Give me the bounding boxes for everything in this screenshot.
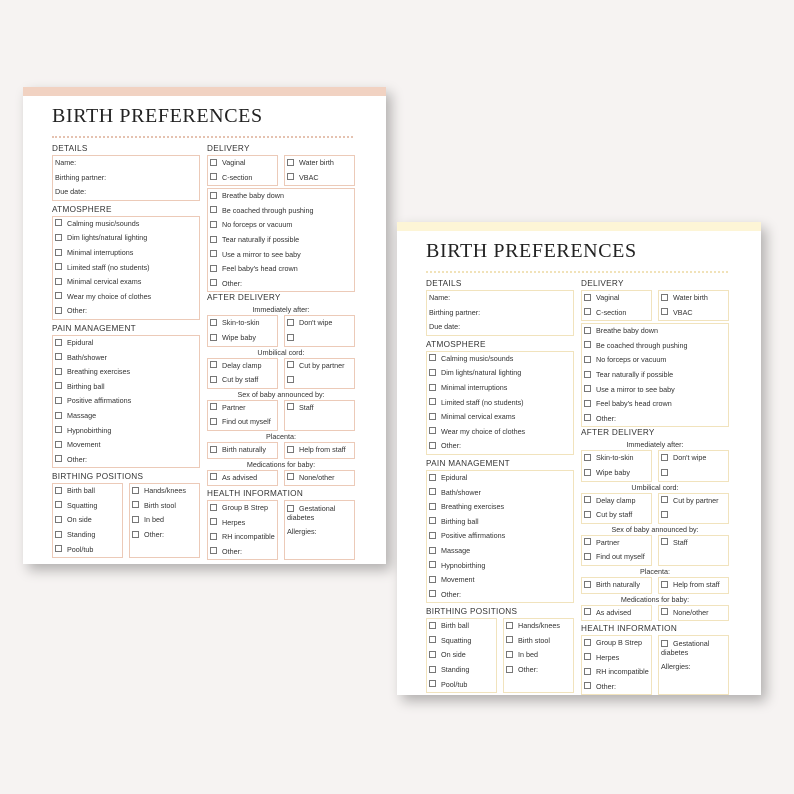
- umbilical-cord-boxes: [207, 358, 355, 389]
- atmosphere-box: [426, 351, 574, 455]
- name-field[interactable]: Name:: [55, 158, 77, 167]
- checkbox-item[interactable]: Other:: [130, 528, 199, 543]
- checkbox-item[interactable]: Movement: [427, 573, 573, 588]
- sex-announced-boxes: [581, 535, 729, 566]
- health-left: [581, 635, 652, 695]
- checkbox-item[interactable]: Other:: [582, 412, 728, 427]
- checkbox-item[interactable]: Calming music/sounds: [53, 217, 199, 232]
- due-date-field[interactable]: Due date:: [55, 187, 87, 197]
- due-date-field[interactable]: Due date:: [429, 322, 461, 332]
- positions-left-box: [52, 483, 123, 558]
- checkbox-item[interactable]: Don't wipe: [659, 451, 728, 466]
- checkbox-item[interactable]: Epidural: [427, 471, 573, 486]
- checkbox-item[interactable]: Breathing exercises: [53, 365, 199, 380]
- meds-left: [581, 605, 652, 622]
- color-band: [23, 87, 386, 96]
- delivery-type-boxes: [207, 155, 355, 186]
- checkbox-item[interactable]: Hypnobirthing: [53, 424, 199, 439]
- checkbox-item[interactable]: Massage: [427, 544, 573, 559]
- checkbox-item[interactable]: Delay clamp: [582, 494, 651, 509]
- sex-announced-boxes: [207, 400, 355, 431]
- checkbox-item[interactable]: Wear my choice of clothes: [427, 425, 573, 440]
- meds-left: [207, 470, 278, 487]
- umbilical-cord-label: Umbilical cord:: [631, 482, 679, 492]
- health-information-heading: HEALTH INFORMATION: [581, 624, 678, 634]
- checkbox-blank[interactable]: [659, 508, 728, 523]
- checkbox-item[interactable]: Birthing ball: [427, 515, 573, 530]
- checkbox-item[interactable]: Epidural: [53, 336, 199, 351]
- checkbox-item[interactable]: Herpes: [582, 651, 651, 666]
- sex-right: [284, 400, 355, 431]
- checkbox-item[interactable]: Hypnobirthing: [427, 559, 573, 574]
- checkbox-item[interactable]: Delay clamp: [208, 359, 277, 374]
- delivery-type-left: [207, 155, 278, 186]
- checkbox-item[interactable]: Birth naturally: [582, 578, 651, 593]
- checkbox-item[interactable]: Minimal cervical exams: [427, 410, 573, 425]
- color-band: [397, 222, 761, 231]
- dotted-divider: [426, 271, 728, 273]
- placenta-left: [207, 442, 278, 459]
- checkbox-item[interactable]: Cut by partner: [285, 359, 354, 374]
- checkbox-item[interactable]: Birthing ball: [53, 380, 199, 395]
- checkbox-item[interactable]: Tear naturally if possible: [208, 233, 354, 248]
- checkbox-item[interactable]: In bed: [504, 648, 573, 663]
- checkbox-item[interactable]: Other:: [53, 304, 199, 319]
- cord-left: [581, 493, 652, 524]
- birthing-positions-boxes: [52, 483, 200, 558]
- checkbox-item[interactable]: Limited staff (no students): [427, 396, 573, 411]
- birthing-partner-field[interactable]: Birthing partner:: [429, 307, 481, 317]
- checkbox-item[interactable]: Help from staff: [659, 578, 728, 593]
- immediately-after-label: Immediately after:: [252, 305, 310, 315]
- checkbox-item[interactable]: Find out myself: [582, 550, 651, 565]
- medications-boxes: [207, 470, 355, 487]
- checkbox-item[interactable]: Minimal interruptions: [53, 246, 199, 261]
- placenta-right: [284, 442, 355, 459]
- checkbox-item[interactable]: Pool/tub: [427, 678, 496, 693]
- checkbox-item[interactable]: RH incompatible: [582, 665, 651, 680]
- placenta-left: [581, 577, 652, 594]
- checkbox-item[interactable]: Birth ball: [53, 484, 122, 499]
- sex-left: [207, 400, 278, 431]
- positions-right-box: [129, 483, 200, 558]
- delivery-type-left: [581, 290, 652, 321]
- details-box: [52, 155, 200, 201]
- checkbox-blank[interactable]: [285, 373, 354, 388]
- checkbox-item[interactable]: Skin-to-skin: [208, 316, 277, 331]
- name-field[interactable]: Name:: [429, 293, 451, 302]
- checkbox-item[interactable]: Squatting: [53, 499, 122, 514]
- cord-left: [207, 358, 278, 389]
- checkbox-item[interactable]: Positive affirmations: [427, 529, 573, 544]
- checkbox-item[interactable]: Other:: [208, 545, 277, 560]
- delivery-heading: DELIVERY: [581, 279, 624, 288]
- checkbox-item[interactable]: Gestational diabetes: [285, 501, 354, 525]
- health-information-heading: HEALTH INFORMATION: [207, 489, 304, 499]
- health-right: [284, 500, 355, 560]
- atmosphere-heading: ATMOSPHERE: [426, 339, 486, 349]
- pain-management-heading: PAIN MANAGEMENT: [426, 458, 510, 468]
- checkbox-item[interactable]: Cut by staff: [208, 373, 277, 388]
- placenta-boxes: [581, 577, 729, 594]
- checkbox-item[interactable]: Pool/tub: [53, 543, 122, 558]
- health-right: [658, 635, 729, 695]
- pain-management-box: [52, 335, 200, 468]
- checkbox-item[interactable]: On side: [53, 513, 122, 528]
- checkbox-item[interactable]: Standing: [427, 663, 496, 678]
- checkbox-item[interactable]: Wipe baby: [582, 466, 651, 481]
- checkbox-item[interactable]: Use a mirror to see baby: [582, 383, 728, 398]
- checkbox-item[interactable]: Use a mirror to see baby: [208, 248, 354, 263]
- checkbox-item[interactable]: Group B Strep: [582, 636, 651, 651]
- checkbox-item[interactable]: Bath/shower: [427, 486, 573, 501]
- checkbox-item[interactable]: Vaginal: [582, 291, 651, 306]
- details-heading: DETAILS: [426, 279, 462, 288]
- checkbox-item[interactable]: Other:: [53, 453, 199, 468]
- umbilical-cord-label: Umbilical cord:: [257, 347, 305, 357]
- checkbox-item[interactable]: Limited staff (no students): [53, 261, 199, 276]
- checkbox-item[interactable]: Other:: [427, 439, 573, 454]
- checkbox-item[interactable]: Staff: [285, 401, 354, 416]
- checkbox-item[interactable]: Gestational diabetes: [659, 636, 728, 660]
- page-title: BIRTH PREFERENCES: [426, 240, 637, 262]
- checkbox-item[interactable]: Birth stool: [130, 499, 199, 514]
- checkbox-item[interactable]: Birth ball: [427, 619, 496, 634]
- checkbox-item[interactable]: Help from staff: [285, 443, 354, 458]
- delivery-type-boxes: [581, 290, 729, 321]
- checkbox-item[interactable]: As advised: [582, 606, 651, 621]
- sex-right: [658, 535, 729, 566]
- placenta-label: Placenta:: [266, 431, 296, 441]
- checkbox-item[interactable]: None/other: [659, 606, 728, 621]
- checkbox-item[interactable]: Feel baby's head crown: [208, 262, 354, 277]
- checkbox-item[interactable]: Wipe baby: [208, 331, 277, 346]
- checkbox-item[interactable]: Partner: [582, 536, 651, 551]
- page-title: BIRTH PREFERENCES: [52, 105, 263, 127]
- checkbox-item[interactable]: Water birth: [285, 156, 354, 171]
- sex-announced-label: Sex of baby announced by:: [611, 524, 699, 534]
- checkbox-item[interactable]: Other:: [427, 588, 573, 603]
- delivery-box: [207, 188, 355, 292]
- delivery-type-right: [658, 290, 729, 321]
- checkbox-item[interactable]: Find out myself: [208, 415, 277, 430]
- checkbox-blank[interactable]: [285, 331, 354, 346]
- after-delivery-heading: AFTER DELIVERY: [581, 428, 655, 438]
- checkbox-item[interactable]: Other:: [504, 663, 573, 678]
- checkbox-item[interactable]: Cut by staff: [582, 508, 651, 523]
- atmosphere-box: [52, 216, 200, 320]
- pain-management-box: [426, 470, 574, 603]
- checkbox-item[interactable]: Feel baby's head crown: [582, 397, 728, 412]
- umbilical-cord-boxes: [581, 493, 729, 524]
- immediately-after-boxes: [581, 450, 729, 481]
- details-heading: DETAILS: [52, 144, 88, 153]
- checkbox-blank[interactable]: [659, 466, 728, 481]
- checkbox-item[interactable]: Minimal interruptions: [427, 381, 573, 396]
- cord-right: [284, 358, 355, 389]
- delivery-type-right: [284, 155, 355, 186]
- delivery-box: [581, 323, 729, 427]
- details-box: [426, 290, 574, 336]
- immediately-after-label: Immediately after:: [626, 440, 684, 450]
- checkbox-item[interactable]: Birth stool: [504, 634, 573, 649]
- medications-label: Medications for baby:: [620, 594, 690, 604]
- birth-preferences-sheet-right: [397, 222, 761, 695]
- health-left: [207, 500, 278, 560]
- checkbox-item[interactable]: Don't wipe: [285, 316, 354, 331]
- checkbox-item[interactable]: Minimal cervical exams: [53, 275, 199, 290]
- checkbox-item[interactable]: Wear my choice of clothes: [53, 290, 199, 305]
- checkbox-item[interactable]: Bath/shower: [53, 351, 199, 366]
- checkbox-item[interactable]: VBAC: [285, 171, 354, 186]
- checkbox-item[interactable]: Partner: [208, 401, 277, 416]
- dotted-divider: [52, 136, 353, 138]
- allergies-field[interactable]: Allergies:: [287, 527, 317, 537]
- checkbox-item[interactable]: Breathe baby down: [208, 189, 354, 204]
- birthing-positions-heading: BIRTHING POSITIONS: [52, 472, 144, 482]
- checkbox-item[interactable]: C-section: [582, 306, 651, 321]
- checkbox-item[interactable]: Be coached through pushing: [208, 204, 354, 219]
- checkbox-item[interactable]: Birth naturally: [208, 443, 277, 458]
- checkbox-item[interactable]: Movement: [53, 438, 199, 453]
- left-column: [426, 278, 574, 693]
- medications-label: Medications for baby:: [246, 459, 316, 469]
- allergies-field[interactable]: Allergies:: [661, 662, 691, 672]
- positions-right-box: [503, 618, 574, 693]
- birthing-positions-boxes: [426, 618, 574, 693]
- checkbox-item[interactable]: No forceps or vacuum: [208, 218, 354, 233]
- atmosphere-heading: ATMOSPHERE: [52, 204, 112, 214]
- checkbox-item[interactable]: Vaginal: [208, 156, 277, 171]
- immediately-left: [581, 450, 652, 481]
- birthing-partner-field[interactable]: Birthing partner:: [55, 172, 107, 182]
- checkbox-item[interactable]: VBAC: [659, 306, 728, 321]
- checkbox-item[interactable]: Other:: [582, 680, 651, 695]
- health-boxes: [207, 500, 355, 560]
- right-column: [581, 278, 729, 695]
- placenta-right: [658, 577, 729, 594]
- checkbox-item[interactable]: Breathing exercises: [427, 500, 573, 515]
- placenta-boxes: [207, 442, 355, 459]
- pain-management-heading: PAIN MANAGEMENT: [52, 323, 136, 333]
- placenta-label: Placenta:: [640, 566, 670, 576]
- checkbox-item[interactable]: Be coached through pushing: [582, 339, 728, 354]
- checkbox-item[interactable]: Hands/knees: [504, 619, 573, 634]
- immediately-left: [207, 315, 278, 346]
- checkbox-item[interactable]: In bed: [130, 513, 199, 528]
- checkbox-item[interactable]: C-section: [208, 171, 277, 186]
- delivery-heading: DELIVERY: [207, 144, 250, 153]
- checkbox-item[interactable]: Dim lights/natural lighting: [53, 231, 199, 246]
- after-delivery-heading: AFTER DELIVERY: [207, 293, 281, 303]
- checkbox-item[interactable]: Massage: [53, 409, 199, 424]
- checkbox-item[interactable]: Standing: [53, 528, 122, 543]
- checkbox-item[interactable]: Staff: [659, 536, 728, 551]
- checkbox-item[interactable]: Skin-to-skin: [582, 451, 651, 466]
- positions-left-box: [426, 618, 497, 693]
- birthing-positions-heading: BIRTHING POSITIONS: [426, 607, 518, 617]
- immediately-right: [658, 450, 729, 481]
- checkbox-item[interactable]: Breathe baby down: [582, 324, 728, 339]
- checkbox-item[interactable]: Squatting: [427, 634, 496, 649]
- checkbox-item[interactable]: None/other: [285, 471, 354, 486]
- checkbox-item[interactable]: Calming music/sounds: [427, 352, 573, 367]
- sex-left: [581, 535, 652, 566]
- checkbox-item[interactable]: Hands/knees: [130, 484, 199, 499]
- cord-right: [658, 493, 729, 524]
- left-column: [52, 143, 200, 558]
- medications-boxes: [581, 605, 729, 622]
- immediately-right: [284, 315, 355, 346]
- checkbox-item[interactable]: Other:: [208, 277, 354, 292]
- checkbox-item[interactable]: Water birth: [659, 291, 728, 306]
- checkbox-item[interactable]: Group B Strep: [208, 501, 277, 516]
- right-column: [207, 143, 355, 560]
- checkbox-item[interactable]: Positive affirmations: [53, 394, 199, 409]
- checkbox-item[interactable]: Cut by partner: [659, 494, 728, 509]
- immediately-after-boxes: [207, 315, 355, 346]
- checkbox-item[interactable]: As advised: [208, 471, 277, 486]
- checkbox-item[interactable]: Herpes: [208, 516, 277, 531]
- checkbox-item[interactable]: RH incompatible: [208, 530, 277, 545]
- meds-right: [658, 605, 729, 622]
- meds-right: [284, 470, 355, 487]
- birth-preferences-sheet-left: [23, 87, 386, 564]
- health-boxes: [581, 635, 729, 695]
- checkbox-item[interactable]: No forceps or vacuum: [582, 353, 728, 368]
- checkbox-item[interactable]: On side: [427, 648, 496, 663]
- checkbox-item[interactable]: Tear naturally if possible: [582, 368, 728, 383]
- sex-announced-label: Sex of baby announced by:: [237, 389, 325, 399]
- checkbox-item[interactable]: Dim lights/natural lighting: [427, 366, 573, 381]
